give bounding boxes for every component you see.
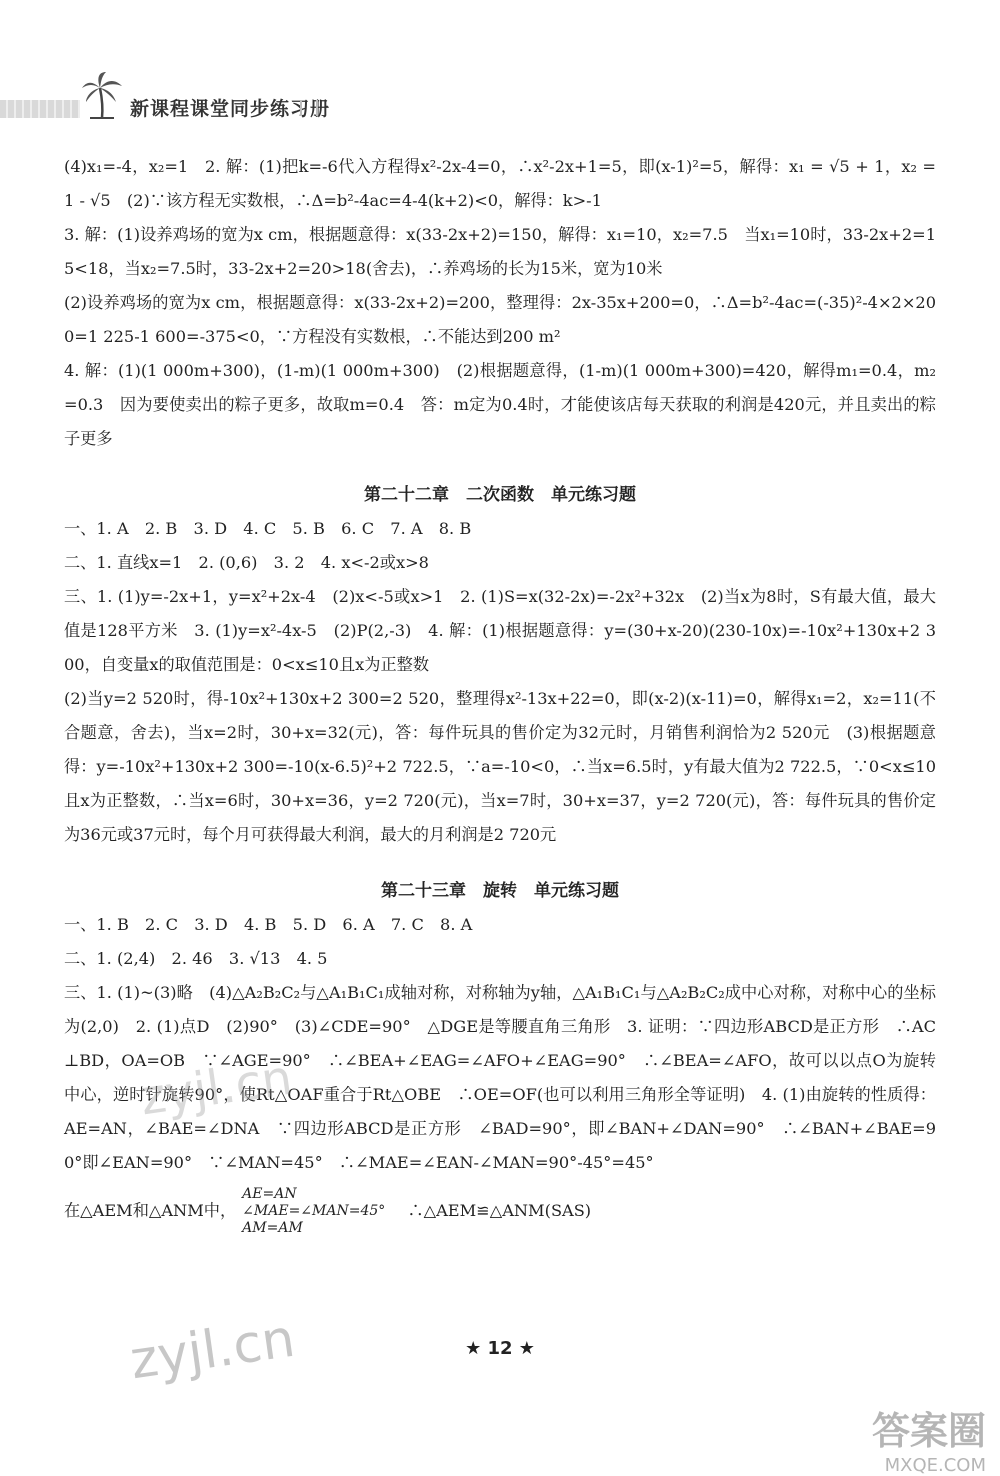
brace-line: ∠MAE=∠MAN=45° — [242, 1203, 386, 1219]
page-header — [0, 70, 1000, 130]
brace-line: AE=AN — [242, 1186, 297, 1202]
answer-paragraph: (2)设养鸡场的宽为x cm，根据题意得：x(33-2x+2)=200，整理得：2x-35x+200=0，∴Δ=b²-4ac=(-35)²-4×2×200=1 225-1 600=-375<0，∵方程没有实数根，∴不能达到200 m² — [64, 293, 936, 346]
brace-conditions — [242, 1186, 385, 1237]
header-decor-ticks — [300, 100, 318, 116]
chapter-22-title: 第二十二章 二次函数 单元练习题 — [364, 485, 636, 505]
chapter-22-line: 二、1. 直线x=1 2. (0,6) 3. 2 4. x<-2或x>8 — [64, 553, 429, 572]
answer-paragraph: (4)x₁=-4，x₂=1 2. 解：(1)把k=-6代入方程得x²-2x-4=0，∴x²-2x+1=5，即(x-1)²=5，解得：x₁ = √5 + 1，x₂ = 1 - √5 (2)∵该方程无实数根，∴Δ=b²-4ac=4-4(k+2)<0，解得：k>-1 — [64, 157, 936, 210]
proof-prefix: 在△AEM和△ANM中， — [64, 1201, 237, 1220]
chapter-22-line: (2)当y=2 520时，得-10x²+130x+2 300=2 520，整理得x²-13x+22=0，即(x-2)(x-11)=0，解得x₁=2，x₂=11(不合题意，舍去)，当x=2时，30+x=32(元)，答：每件玩具的售价定为32元时，月销售利润恰为2 520元 (3)根据题意得：y=-10x²+130x+2 300=-10(x-6.5)²+2 722.5，∵a=-10<0，∴当x=6.5时，y有最大值为2 722.5，∵0<x≤10且x为正整数，∴当x=6时，30+x=36，y=2 720(元)，当x=7时，30+x=37，y=2 720(元)，答：每件玩具的售价定为36元或37元时，每个月可获得最大利润，最大的月利润是2 720元 — [64, 689, 936, 844]
watermark-mxqe — [872, 1400, 986, 1476]
answer-paragraph: 4. 解：(1)(1 000m+300)，(1-m)(1 000m+300) (2)根据题意得，(1-m)(1 000m+300)=420，解得m₁=0.4，m₂=0.3 因为要使卖出的粽子更多，故取m=0.4 答：m定为0.4时，才能使该店每天获取的利润是420元，并且卖出的粽子更多 — [64, 361, 936, 448]
congruence-proof-line — [64, 1186, 936, 1237]
header-decor-bar — [0, 100, 80, 118]
chapter-22-line: 三、1. (1)y=-2x+1，y=x²+2x-4 (2)x<-5或x>1 2. (1)S=x(32-2x)=-2x²+32x (2)当x为8时，S有最大值，最大值是128平方米 3. (1)y=x²-4x-5 (2)P(2,-3) 4. 解：(1)根据题意得：y=(30+x-20)(230-10x)=-10x²+130x+2 300，自变量x的取值范围是：0<x≤10且x为正整数 — [64, 587, 936, 674]
answer-paragraph: 3. 解：(1)设养鸡场的宽为x cm，根据题意得：x(33-2x+2)=150，解得：x₁=10，x₂=7.5 当x₁=10时，33-2x+2=15<18，当x₂=7.5时，33-2x+2=20>18(舍去)，∴养鸡场的长为15米，宽为10米 — [64, 225, 936, 278]
watermark-mxqe-logo-text: 答案圈 — [871, 1409, 986, 1453]
chapter-22-line: 一、1. A 2. B 3. D 4. C 5. B 6. C 7. A 8. B — [64, 519, 472, 538]
page-number: ★ 12 ★ — [465, 1338, 535, 1359]
brace-line: AM=AM — [242, 1220, 303, 1236]
watermark-zyjl-large: zyjl.cn — [126, 1308, 299, 1392]
watermark-mxqe-url: MXQE.COM — [884, 1455, 986, 1476]
chapter-23-line: 二、1. (2,4) 2. 46 3. √13 4. 5 — [64, 949, 328, 968]
proof-conclusion: ∴△AEM≌△ANM(SAS) — [407, 1201, 592, 1220]
book-title: 新课程课堂同步练习册 — [130, 98, 331, 120]
chapter-23-line: 三、1. (1)~(3)略 (4)△A₂B₂C₂与△A₁B₁C₁成轴对称，对称轴为y轴，△A₁B₁C₁与△A₂B₂C₂成中心对称，对称中心的坐标为(2,0) 2. (1)点D (2)90° (3)∠CDE=90° △DGE是等腰直角三角形 3. 证明：∵四边形ABCD是正方形 ∴AC⊥BD，OA=OB ∵∠AGE=90° ∴∠BEA+∠EAG=∠AFO+∠EAG=90° ∴∠BEA=∠AFO，故可以以点O为旋转中心，逆时针旋转90°，使Rt△OAF重合于Rt△OBE ∴OE=OF(也可以利用三角形全等证明) 4. (1)由旋转的性质得：AE=AN，∠BAE=∠DNA ∵四边形ABCD是正方形 ∠BAD=90°，即∠BAN+∠DAN=90° ∴∠BAN+∠BAE=90°即∠EAN=90° ∵∠MAN=45° ∴∠MAE=∠EAN-∠MAN=90°-45°=45° — [64, 983, 936, 1172]
chapter-23-line: 一、1. B 2. C 3. D 4. B 5. D 6. A 7. C 8. A — [64, 915, 473, 934]
watermark-zyjl: zyjl.cn — [136, 1049, 296, 1127]
palm-tree-icon — [80, 70, 124, 120]
chapter-23-title: 第二十三章 旋转 单元练习题 — [381, 881, 619, 901]
